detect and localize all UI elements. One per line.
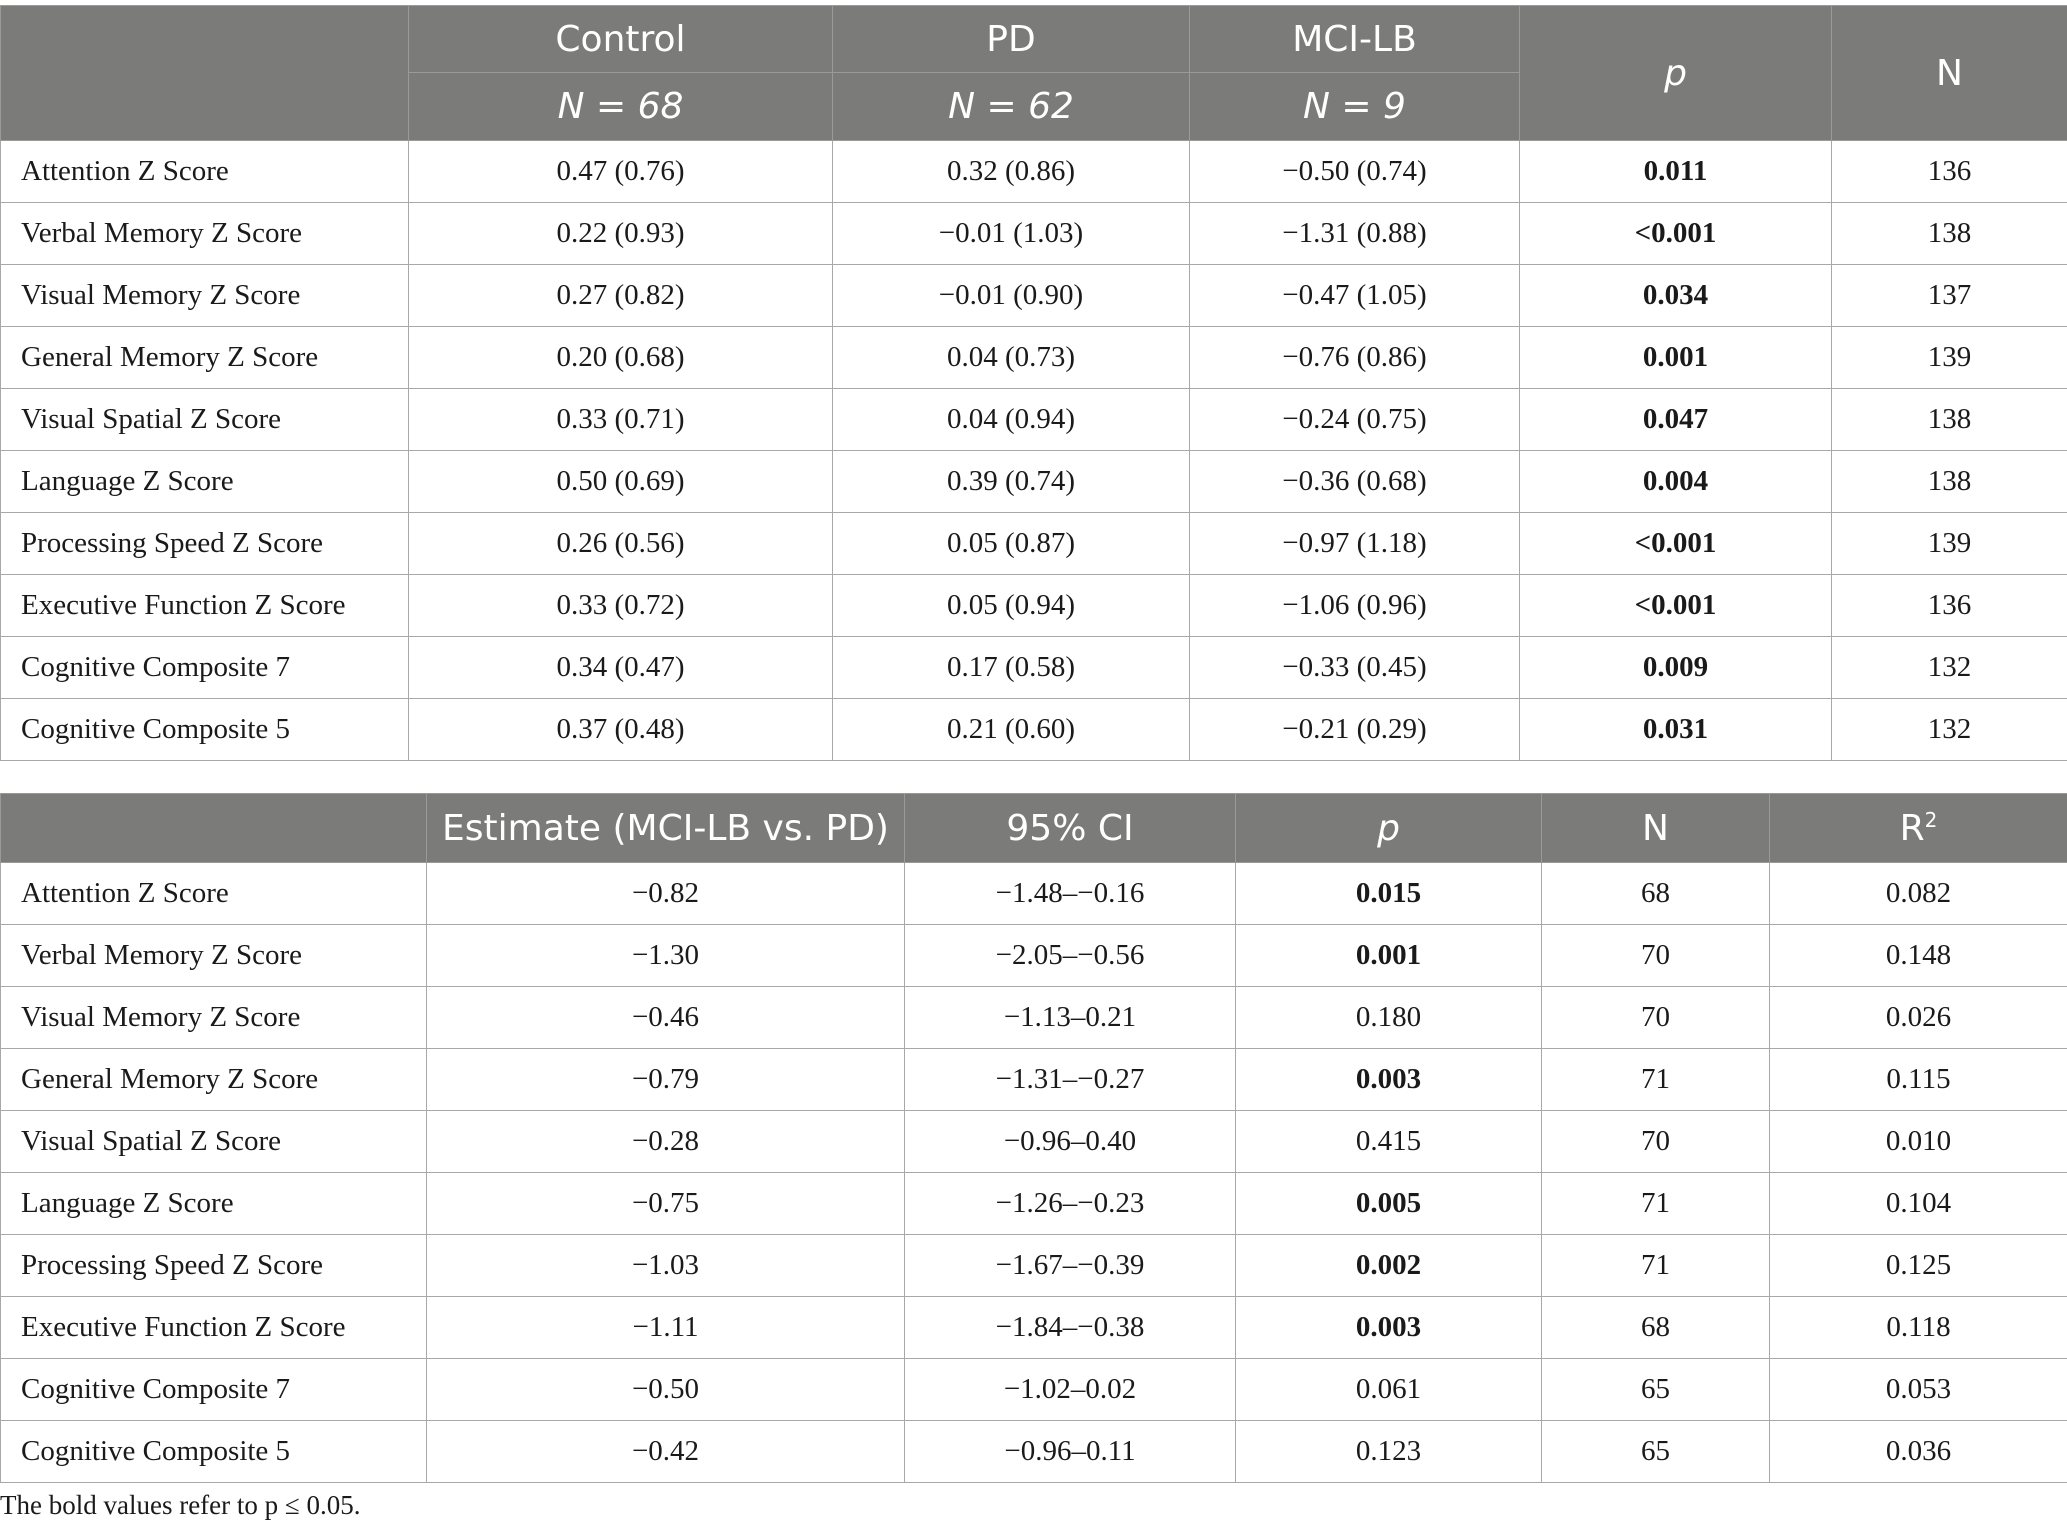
table-row bbox=[1, 513, 2067, 575]
table-row bbox=[1, 389, 2067, 451]
mci-lb-value: −0.47 (1.05) bbox=[1190, 265, 1520, 327]
p-value: <0.001 bbox=[1520, 575, 1832, 637]
table-row bbox=[1, 1111, 2067, 1173]
row-label: Language Z Score bbox=[1, 451, 409, 513]
row-label: Processing Speed Z Score bbox=[1, 513, 409, 575]
r-squared-value: 0.118 bbox=[1770, 1297, 2067, 1359]
n-value: 65 bbox=[1542, 1421, 1770, 1483]
p-value: 0.001 bbox=[1520, 327, 1832, 389]
r-squared-value: 0.082 bbox=[1770, 863, 2067, 925]
row-label: Visual Spatial Z Score bbox=[1, 1111, 427, 1173]
row-label: Attention Z Score bbox=[1, 141, 409, 203]
ci-value: −1.26–−0.23 bbox=[905, 1173, 1236, 1235]
control-value: 0.34 (0.47) bbox=[409, 637, 833, 699]
table-row bbox=[1, 1359, 2067, 1421]
p-value: <0.001 bbox=[1520, 513, 1832, 575]
mci-lb-value: −1.06 (0.96) bbox=[1190, 575, 1520, 637]
control-value: 0.20 (0.68) bbox=[409, 327, 833, 389]
pd-value: 0.04 (0.73) bbox=[833, 327, 1190, 389]
r-squared-value: 0.148 bbox=[1770, 925, 2067, 987]
table-row bbox=[1, 141, 2067, 203]
table-row bbox=[1, 1049, 2067, 1111]
pd-value: 0.17 (0.58) bbox=[833, 637, 1190, 699]
r-squared-value: 0.010 bbox=[1770, 1111, 2067, 1173]
row-label: Processing Speed Z Score bbox=[1, 1235, 427, 1297]
pd-value: 0.04 (0.94) bbox=[833, 389, 1190, 451]
pd-value: 0.32 (0.86) bbox=[833, 141, 1190, 203]
p-value-header: p bbox=[1236, 794, 1542, 863]
n-value: 71 bbox=[1542, 1173, 1770, 1235]
r-squared-value: 0.026 bbox=[1770, 987, 2067, 1049]
n-value: 70 bbox=[1542, 1111, 1770, 1173]
row-label: Language Z Score bbox=[1, 1173, 427, 1235]
p-value: 0.015 bbox=[1236, 863, 1542, 925]
control-value: 0.47 (0.76) bbox=[409, 141, 833, 203]
row-label: General Memory Z Score bbox=[1, 1049, 427, 1111]
p-value: 0.004 bbox=[1520, 451, 1832, 513]
table-row bbox=[1, 265, 2067, 327]
row-label: Visual Memory Z Score bbox=[1, 987, 427, 1049]
table2-body bbox=[1, 863, 2067, 1483]
p-value: 0.061 bbox=[1236, 1359, 1542, 1421]
mci-lb-value: −0.50 (0.74) bbox=[1190, 141, 1520, 203]
table-row bbox=[1, 1173, 2067, 1235]
r-squared-value: 0.115 bbox=[1770, 1049, 2067, 1111]
n-value: 138 bbox=[1832, 203, 2067, 265]
p-value: 0.002 bbox=[1236, 1235, 1542, 1297]
estimate-value: −0.75 bbox=[427, 1173, 905, 1235]
p-value: 0.001 bbox=[1236, 925, 1542, 987]
ci-value: −1.31–−0.27 bbox=[905, 1049, 1236, 1111]
pd-value: −0.01 (0.90) bbox=[833, 265, 1190, 327]
row-label: Cognitive Composite 7 bbox=[1, 637, 409, 699]
n-header: N bbox=[1542, 794, 1770, 863]
ci-value: −1.84–−0.38 bbox=[905, 1297, 1236, 1359]
estimate-value: −0.46 bbox=[427, 987, 905, 1049]
control-value: 0.37 (0.48) bbox=[409, 699, 833, 761]
r-squared-value: 0.036 bbox=[1770, 1421, 2067, 1483]
ci-value: −1.48–−0.16 bbox=[905, 863, 1236, 925]
control-header: Control bbox=[409, 6, 833, 73]
p-value: 0.005 bbox=[1236, 1173, 1542, 1235]
table-row bbox=[1, 637, 2067, 699]
n-value: 71 bbox=[1542, 1235, 1770, 1297]
table1-body bbox=[1, 141, 2067, 761]
table-row bbox=[1, 1235, 2067, 1297]
mci-lb-value: −1.31 (0.88) bbox=[1190, 203, 1520, 265]
mci-lb-value: −0.76 (0.86) bbox=[1190, 327, 1520, 389]
p-value: 0.180 bbox=[1236, 987, 1542, 1049]
r-squared-value: 0.104 bbox=[1770, 1173, 2067, 1235]
pd-n-subheader: N = 62 bbox=[833, 73, 1190, 141]
row-label: Verbal Memory Z Score bbox=[1, 203, 409, 265]
mci-lb-n-subheader: N = 9 bbox=[1190, 73, 1520, 141]
row-label: Executive Function Z Score bbox=[1, 575, 409, 637]
pd-value: −0.01 (1.03) bbox=[833, 203, 1190, 265]
regression-estimates-table bbox=[0, 793, 2067, 1483]
p-value: 0.415 bbox=[1236, 1111, 1542, 1173]
p-value: 0.047 bbox=[1520, 389, 1832, 451]
p-value: 0.003 bbox=[1236, 1049, 1542, 1111]
row-label: Attention Z Score bbox=[1, 863, 427, 925]
mci-lb-value: −0.36 (0.68) bbox=[1190, 451, 1520, 513]
footnote: The bold values refer to p ≤ 0.05. bbox=[0, 1490, 361, 1520]
n-value: 136 bbox=[1832, 575, 2067, 637]
mci-lb-value: −0.33 (0.45) bbox=[1190, 637, 1520, 699]
row-label: Verbal Memory Z Score bbox=[1, 925, 427, 987]
estimate-value: −1.03 bbox=[427, 1235, 905, 1297]
r-squared-base: R bbox=[1899, 807, 1925, 849]
control-n-subheader: N = 68 bbox=[409, 73, 833, 141]
estimate-value: −0.82 bbox=[427, 863, 905, 925]
row-label-header bbox=[1, 794, 427, 863]
row-label: Executive Function Z Score bbox=[1, 1297, 427, 1359]
ci-header: 95% CI bbox=[905, 794, 1236, 863]
n-value: 132 bbox=[1832, 699, 2067, 761]
n-value: 71 bbox=[1542, 1049, 1770, 1111]
ci-value: −1.13–0.21 bbox=[905, 987, 1236, 1049]
pd-value: 0.05 (0.87) bbox=[833, 513, 1190, 575]
ci-value: −1.02–0.02 bbox=[905, 1359, 1236, 1421]
row-label: Cognitive Composite 5 bbox=[1, 1421, 427, 1483]
estimate-header: Estimate (MCI-LB vs. PD) bbox=[427, 794, 905, 863]
row-label: Visual Spatial Z Score bbox=[1, 389, 409, 451]
ci-value: −1.67–−0.39 bbox=[905, 1235, 1236, 1297]
n-value: 68 bbox=[1542, 1297, 1770, 1359]
n-value: 65 bbox=[1542, 1359, 1770, 1421]
p-value: 0.003 bbox=[1236, 1297, 1542, 1359]
control-value: 0.27 (0.82) bbox=[409, 265, 833, 327]
n-value: 137 bbox=[1832, 265, 2067, 327]
pd-value: 0.21 (0.60) bbox=[833, 699, 1190, 761]
row-label: Cognitive Composite 5 bbox=[1, 699, 409, 761]
p-value: <0.001 bbox=[1520, 203, 1832, 265]
pd-header: PD bbox=[833, 6, 1190, 73]
table-row bbox=[1, 987, 2067, 1049]
row-label-header bbox=[1, 6, 409, 141]
n-value: 139 bbox=[1832, 513, 2067, 575]
r-squared-header bbox=[1770, 794, 2067, 863]
n-value: 139 bbox=[1832, 327, 2067, 389]
ci-value: −0.96–0.11 bbox=[905, 1421, 1236, 1483]
n-value: 138 bbox=[1832, 389, 2067, 451]
table-row bbox=[1, 1297, 2067, 1359]
table-row bbox=[1, 327, 2067, 389]
estimate-value: −0.42 bbox=[427, 1421, 905, 1483]
p-value-header: p bbox=[1520, 6, 1832, 141]
control-value: 0.33 (0.71) bbox=[409, 389, 833, 451]
control-value: 0.33 (0.72) bbox=[409, 575, 833, 637]
n-value: 68 bbox=[1542, 863, 1770, 925]
estimate-value: −0.79 bbox=[427, 1049, 905, 1111]
n-value: 136 bbox=[1832, 141, 2067, 203]
row-label: General Memory Z Score bbox=[1, 327, 409, 389]
row-label: Cognitive Composite 7 bbox=[1, 1359, 427, 1421]
estimate-value: −1.30 bbox=[427, 925, 905, 987]
table-row bbox=[1, 575, 2067, 637]
estimate-value: −1.11 bbox=[427, 1297, 905, 1359]
control-value: 0.50 (0.69) bbox=[409, 451, 833, 513]
p-value: 0.011 bbox=[1520, 141, 1832, 203]
estimate-value: −0.28 bbox=[427, 1111, 905, 1173]
p-value: 0.031 bbox=[1520, 699, 1832, 761]
n-header: N bbox=[1832, 6, 2067, 141]
mci-lb-value: −0.24 (0.75) bbox=[1190, 389, 1520, 451]
r-squared-superscript: 2 bbox=[1924, 807, 1938, 832]
n-value: 138 bbox=[1832, 451, 2067, 513]
row-label: Visual Memory Z Score bbox=[1, 265, 409, 327]
table-row bbox=[1, 925, 2067, 987]
pd-value: 0.05 (0.94) bbox=[833, 575, 1190, 637]
p-value: 0.034 bbox=[1520, 265, 1832, 327]
pd-value: 0.39 (0.74) bbox=[833, 451, 1190, 513]
mci-lb-value: −0.97 (1.18) bbox=[1190, 513, 1520, 575]
p-value: 0.009 bbox=[1520, 637, 1832, 699]
control-value: 0.22 (0.93) bbox=[409, 203, 833, 265]
mci-lb-value: −0.21 (0.29) bbox=[1190, 699, 1520, 761]
table-row bbox=[1, 203, 2067, 265]
mci-lb-header: MCI-LB bbox=[1190, 6, 1520, 73]
n-value: 132 bbox=[1832, 637, 2067, 699]
ci-value: −2.05–−0.56 bbox=[905, 925, 1236, 987]
r-squared-value: 0.125 bbox=[1770, 1235, 2067, 1297]
table-row bbox=[1, 863, 2067, 925]
table-row bbox=[1, 699, 2067, 761]
table-row bbox=[1, 451, 2067, 513]
cognitive-scores-by-group-table bbox=[0, 5, 2067, 761]
n-value: 70 bbox=[1542, 987, 1770, 1049]
n-value: 70 bbox=[1542, 925, 1770, 987]
ci-value: −0.96–0.40 bbox=[905, 1111, 1236, 1173]
table-row bbox=[1, 1421, 2067, 1483]
control-value: 0.26 (0.56) bbox=[409, 513, 833, 575]
p-value: 0.123 bbox=[1236, 1421, 1542, 1483]
r-squared-value: 0.053 bbox=[1770, 1359, 2067, 1421]
estimate-value: −0.50 bbox=[427, 1359, 905, 1421]
